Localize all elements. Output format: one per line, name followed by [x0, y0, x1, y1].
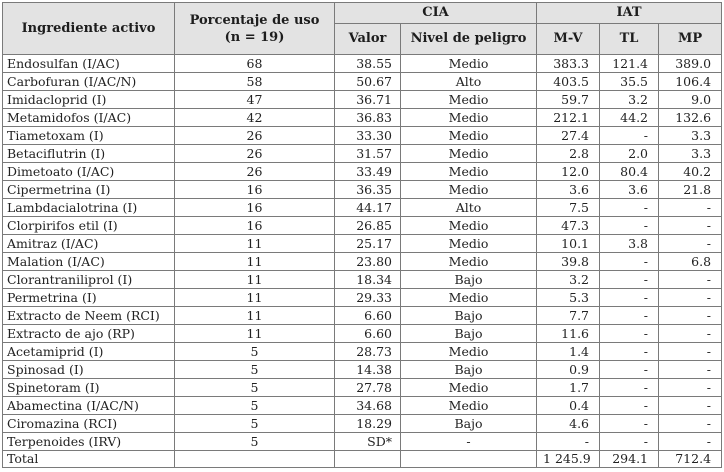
- cell-nivel: Medio: [401, 145, 537, 163]
- cell-porcentaje: 5: [175, 433, 335, 451]
- cell-ingrediente: Betaciflutrin (I): [3, 145, 175, 163]
- table-row: [3, 307, 722, 325]
- cell-tl: -: [600, 379, 659, 397]
- cell-mp: -: [659, 199, 722, 217]
- table-row: [3, 199, 722, 217]
- cell-mv: 1.4: [537, 343, 600, 361]
- table-row: [3, 325, 722, 343]
- cell-porcentaje: 26: [175, 127, 335, 145]
- cell-porcentaje: 26: [175, 145, 335, 163]
- cell-ingrediente: Spinosad (I): [3, 361, 175, 379]
- cell-nivel: Medio: [401, 109, 537, 127]
- cell-valor: 23.80: [335, 253, 401, 271]
- table-row: [3, 361, 722, 379]
- table-container: [2, 2, 721, 468]
- cell-nivel: Bajo: [401, 361, 537, 379]
- cell-porcentaje: 47: [175, 91, 335, 109]
- cell-ingrediente: Ciromazina (RCI): [3, 415, 175, 433]
- cell-tl: 121.4: [600, 55, 659, 73]
- cell-mv: 47.3: [537, 217, 600, 235]
- cell-mv: 39.8: [537, 253, 600, 271]
- table-body: [3, 55, 722, 468]
- cell-tl: -: [600, 271, 659, 289]
- cell-mp: -: [659, 415, 722, 433]
- cell-valor: 44.17: [335, 199, 401, 217]
- cell-nivel: Medio: [401, 91, 537, 109]
- cell-porcentaje: 11: [175, 271, 335, 289]
- cell-ingrediente: Spinetoram (I): [3, 379, 175, 397]
- cell-porcentaje: 58: [175, 73, 335, 91]
- table-row: [3, 217, 722, 235]
- cell-mv: 0.9: [537, 361, 600, 379]
- cell-tl: -: [600, 343, 659, 361]
- cell-mp: 132.6: [659, 109, 722, 127]
- cell-mp: -: [659, 289, 722, 307]
- cell-mv: 27.4: [537, 127, 600, 145]
- table-row: [3, 181, 722, 199]
- cell-mv: 3.2: [537, 271, 600, 289]
- cell-mp: -: [659, 379, 722, 397]
- cell-valor: 31.57: [335, 145, 401, 163]
- cell-ingrediente: Carbofuran (I/AC/N): [3, 73, 175, 91]
- header-nivel: Nivel de peligro: [401, 24, 537, 55]
- cell-ingrediente: Clorantraniliprol (I): [3, 271, 175, 289]
- cell-ingrediente: Abamectina (I/AC/N): [3, 397, 175, 415]
- cell-ingrediente: Imidacloprid (I): [3, 91, 175, 109]
- total-nivel: [401, 451, 537, 468]
- header-valor: Valor: [335, 24, 401, 55]
- cell-tl: -: [600, 289, 659, 307]
- cell-mv: 403.5: [537, 73, 600, 91]
- cell-tl: -: [600, 307, 659, 325]
- cell-nivel: Medio: [401, 343, 537, 361]
- cell-valor: 26.85: [335, 217, 401, 235]
- table-row: [3, 397, 722, 415]
- cell-nivel: Medio: [401, 127, 537, 145]
- cell-mp: 9.0: [659, 91, 722, 109]
- cell-mv: 5.3: [537, 289, 600, 307]
- cell-porcentaje: 16: [175, 199, 335, 217]
- cell-tl: -: [600, 397, 659, 415]
- table-row: [3, 109, 722, 127]
- total-tl: 294.1: [600, 451, 659, 468]
- cell-nivel: Medio: [401, 55, 537, 73]
- cell-nivel: Medio: [401, 289, 537, 307]
- cell-porcentaje: 68: [175, 55, 335, 73]
- cell-valor: 29.33: [335, 289, 401, 307]
- cell-valor: 6.60: [335, 307, 401, 325]
- cell-nivel: Medio: [401, 181, 537, 199]
- cell-mp: -: [659, 307, 722, 325]
- total-row: [3, 451, 722, 468]
- cell-tl: 2.0: [600, 145, 659, 163]
- total-porcentaje: [175, 451, 335, 468]
- cell-mp: 6.8: [659, 253, 722, 271]
- cell-ingrediente: Permetrina (I): [3, 289, 175, 307]
- cell-tl: -: [600, 217, 659, 235]
- cell-ingrediente: Extracto de ajo (RP): [3, 325, 175, 343]
- table-row: [3, 415, 722, 433]
- table-row: [3, 253, 722, 271]
- cell-tl: 3.6: [600, 181, 659, 199]
- cell-mv: 4.6: [537, 415, 600, 433]
- cell-mv: 11.6: [537, 325, 600, 343]
- cell-ingrediente: Lambdacialotrina (I): [3, 199, 175, 217]
- table-header: [3, 3, 722, 55]
- cell-ingrediente: Acetamiprid (I): [3, 343, 175, 361]
- cell-mv: 383.3: [537, 55, 600, 73]
- cell-mp: 3.3: [659, 127, 722, 145]
- cell-nivel: Medio: [401, 397, 537, 415]
- cell-mp: 3.3: [659, 145, 722, 163]
- cell-porcentaje: 26: [175, 163, 335, 181]
- table-row: [3, 163, 722, 181]
- header-iat: IAT: [537, 3, 722, 24]
- cell-nivel: Medio: [401, 235, 537, 253]
- table-row: [3, 343, 722, 361]
- cell-mp: 40.2: [659, 163, 722, 181]
- cell-tl: -: [600, 253, 659, 271]
- table-row: [3, 235, 722, 253]
- cell-mp: -: [659, 343, 722, 361]
- cell-nivel: Alto: [401, 199, 537, 217]
- cell-mv: 7.7: [537, 307, 600, 325]
- cell-valor: 27.78: [335, 379, 401, 397]
- cell-valor: 25.17: [335, 235, 401, 253]
- cell-porcentaje: 11: [175, 307, 335, 325]
- cell-tl: -: [600, 199, 659, 217]
- cell-nivel: Medio: [401, 163, 537, 181]
- cell-tl: 3.8: [600, 235, 659, 253]
- cell-mv: 0.4: [537, 397, 600, 415]
- cell-valor: 38.55: [335, 55, 401, 73]
- cell-nivel: Bajo: [401, 325, 537, 343]
- cell-porcentaje: 5: [175, 379, 335, 397]
- cell-mp: -: [659, 217, 722, 235]
- cell-ingrediente: Endosulfan (I/AC): [3, 55, 175, 73]
- cell-tl: -: [600, 361, 659, 379]
- table-row: [3, 73, 722, 91]
- cell-porcentaje: 5: [175, 415, 335, 433]
- cell-mv: 10.1: [537, 235, 600, 253]
- table-row: [3, 91, 722, 109]
- cell-tl: -: [600, 325, 659, 343]
- total-valor: [335, 451, 401, 468]
- cell-porcentaje: 42: [175, 109, 335, 127]
- cell-mv: 7.5: [537, 199, 600, 217]
- table-row: [3, 127, 722, 145]
- cell-mv: 212.1: [537, 109, 600, 127]
- cell-mv: -: [537, 433, 600, 451]
- cell-nivel: -: [401, 433, 537, 451]
- cell-mp: -: [659, 397, 722, 415]
- cell-ingrediente: Dimetoato (I/AC): [3, 163, 175, 181]
- total-mp: 712.4: [659, 451, 722, 468]
- cell-valor: SD*: [335, 433, 401, 451]
- total-label: Total: [3, 451, 175, 468]
- cell-valor: 34.68: [335, 397, 401, 415]
- header-tl: TL: [600, 24, 659, 55]
- cell-porcentaje: 16: [175, 217, 335, 235]
- cell-valor: 36.83: [335, 109, 401, 127]
- table-row: [3, 289, 722, 307]
- cell-porcentaje: 5: [175, 397, 335, 415]
- cell-mp: -: [659, 325, 722, 343]
- cell-nivel: Alto: [401, 73, 537, 91]
- cell-ingrediente: Extracto de Neem (RCI): [3, 307, 175, 325]
- cell-ingrediente: Malation (I/AC): [3, 253, 175, 271]
- table-row: [3, 55, 722, 73]
- cell-porcentaje: 11: [175, 289, 335, 307]
- total-mv: 1 245.9: [537, 451, 600, 468]
- cell-mp: 106.4: [659, 73, 722, 91]
- cell-porcentaje: 11: [175, 325, 335, 343]
- cell-mp: 21.8: [659, 181, 722, 199]
- cell-ingrediente: Tiametoxam (I): [3, 127, 175, 145]
- cell-tl: -: [600, 433, 659, 451]
- header-porcentaje-line1: Porcentaje de uso: [189, 12, 320, 28]
- cell-valor: 33.30: [335, 127, 401, 145]
- table-row: [3, 379, 722, 397]
- cell-mv: 3.6: [537, 181, 600, 199]
- cell-tl: -: [600, 127, 659, 145]
- header-porcentaje: [175, 3, 335, 55]
- cell-tl: 44.2: [600, 109, 659, 127]
- cell-nivel: Medio: [401, 217, 537, 235]
- cell-valor: 18.29: [335, 415, 401, 433]
- cell-valor: 6.60: [335, 325, 401, 343]
- cell-valor: 28.73: [335, 343, 401, 361]
- cell-valor: 36.71: [335, 91, 401, 109]
- cell-tl: 35.5: [600, 73, 659, 91]
- cell-nivel: Medio: [401, 379, 537, 397]
- cell-mv: 59.7: [537, 91, 600, 109]
- header-porcentaje-line2: (n = 19): [224, 29, 285, 45]
- cell-nivel: Bajo: [401, 307, 537, 325]
- cell-porcentaje: 16: [175, 181, 335, 199]
- pesticide-table: [2, 2, 722, 468]
- cell-valor: 14.38: [335, 361, 401, 379]
- cell-mp: -: [659, 271, 722, 289]
- cell-tl: -: [600, 415, 659, 433]
- cell-mp: 389.0: [659, 55, 722, 73]
- cell-porcentaje: 11: [175, 235, 335, 253]
- table-row: [3, 271, 722, 289]
- header-cia: CIA: [335, 3, 537, 24]
- table-row: [3, 433, 722, 451]
- cell-ingrediente: Cipermetrina (I): [3, 181, 175, 199]
- cell-porcentaje: 5: [175, 361, 335, 379]
- cell-valor: 18.34: [335, 271, 401, 289]
- cell-nivel: Bajo: [401, 415, 537, 433]
- cell-mv: 2.8: [537, 145, 600, 163]
- header-mp: MP: [659, 24, 722, 55]
- cell-mp: -: [659, 361, 722, 379]
- cell-mp: -: [659, 235, 722, 253]
- cell-ingrediente: Terpenoides (IRV): [3, 433, 175, 451]
- cell-valor: 33.49: [335, 163, 401, 181]
- cell-valor: 36.35: [335, 181, 401, 199]
- cell-nivel: Bajo: [401, 271, 537, 289]
- cell-ingrediente: Metamidofos (I/AC): [3, 109, 175, 127]
- cell-mv: 12.0: [537, 163, 600, 181]
- cell-valor: 50.67: [335, 73, 401, 91]
- cell-ingrediente: Clorpirifos etil (I): [3, 217, 175, 235]
- cell-mv: 1.7: [537, 379, 600, 397]
- cell-porcentaje: 5: [175, 343, 335, 361]
- cell-nivel: Medio: [401, 253, 537, 271]
- cell-ingrediente: Amitraz (I/AC): [3, 235, 175, 253]
- table-row: [3, 145, 722, 163]
- header-ingrediente: Ingrediente activo: [3, 3, 175, 55]
- cell-porcentaje: 11: [175, 253, 335, 271]
- cell-mp: -: [659, 433, 722, 451]
- header-mv: M-V: [537, 24, 600, 55]
- cell-tl: 3.2: [600, 91, 659, 109]
- cell-tl: 80.4: [600, 163, 659, 181]
